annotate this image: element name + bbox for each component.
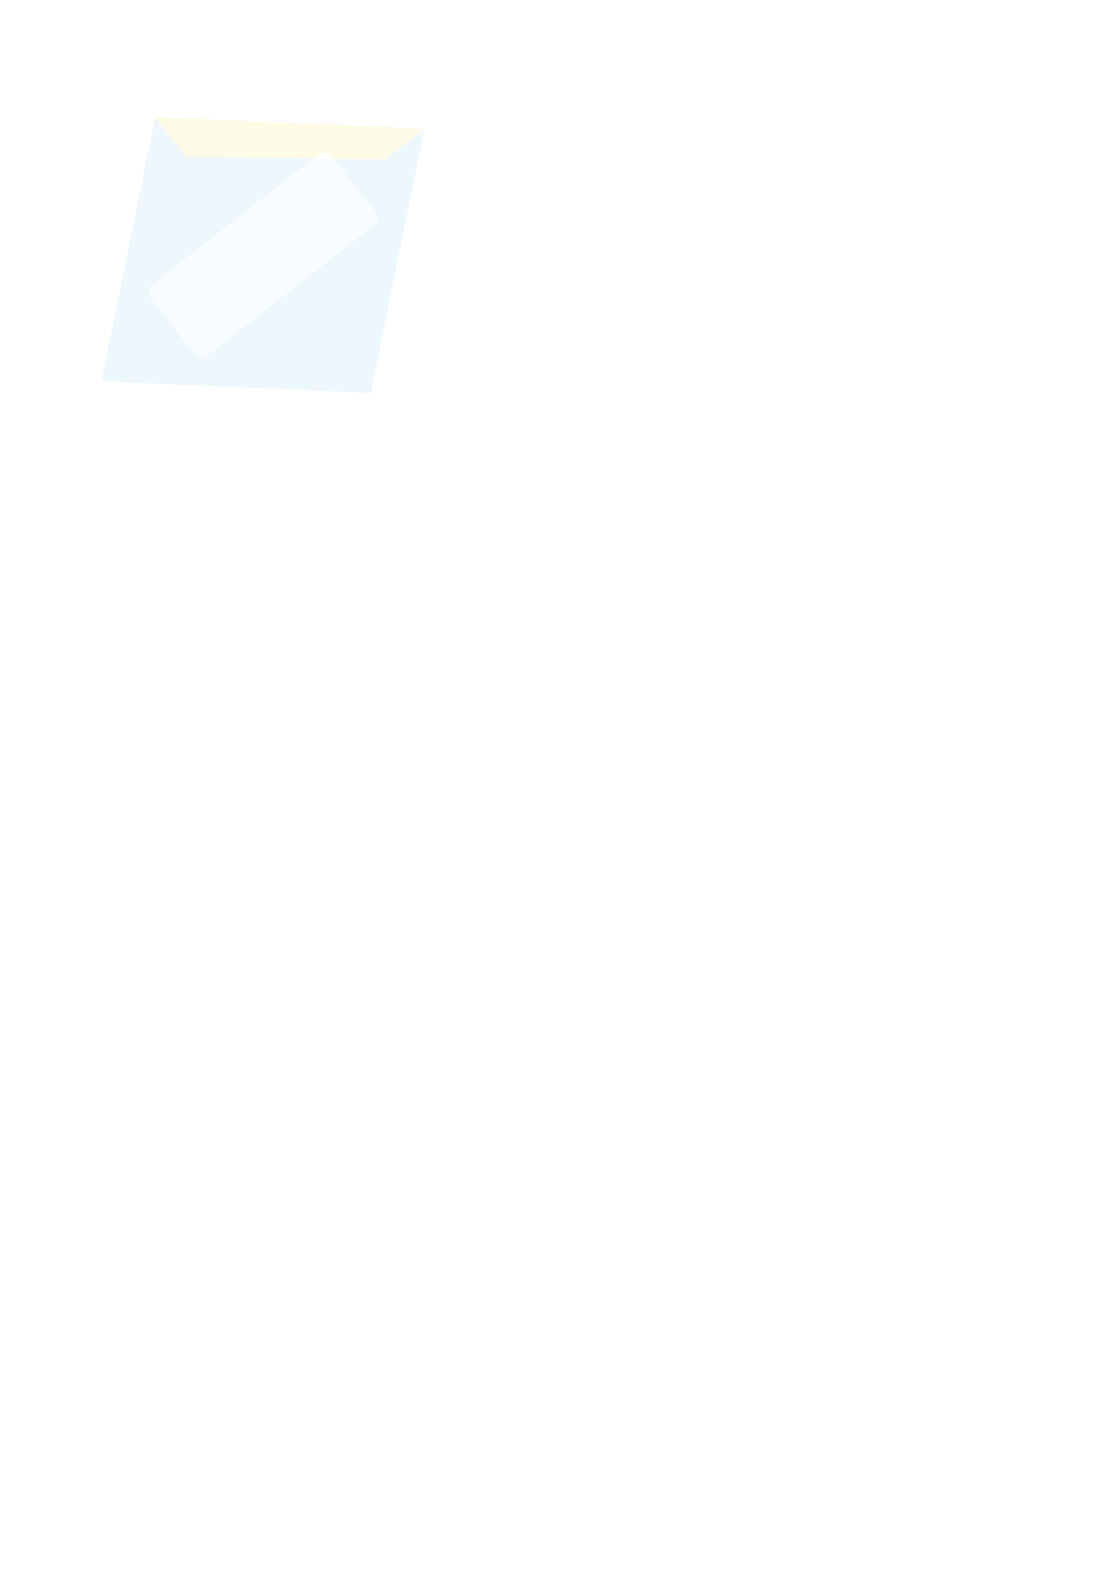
- watermark-logo: [28, 40, 498, 470]
- page-body: [106, 107, 1011, 164]
